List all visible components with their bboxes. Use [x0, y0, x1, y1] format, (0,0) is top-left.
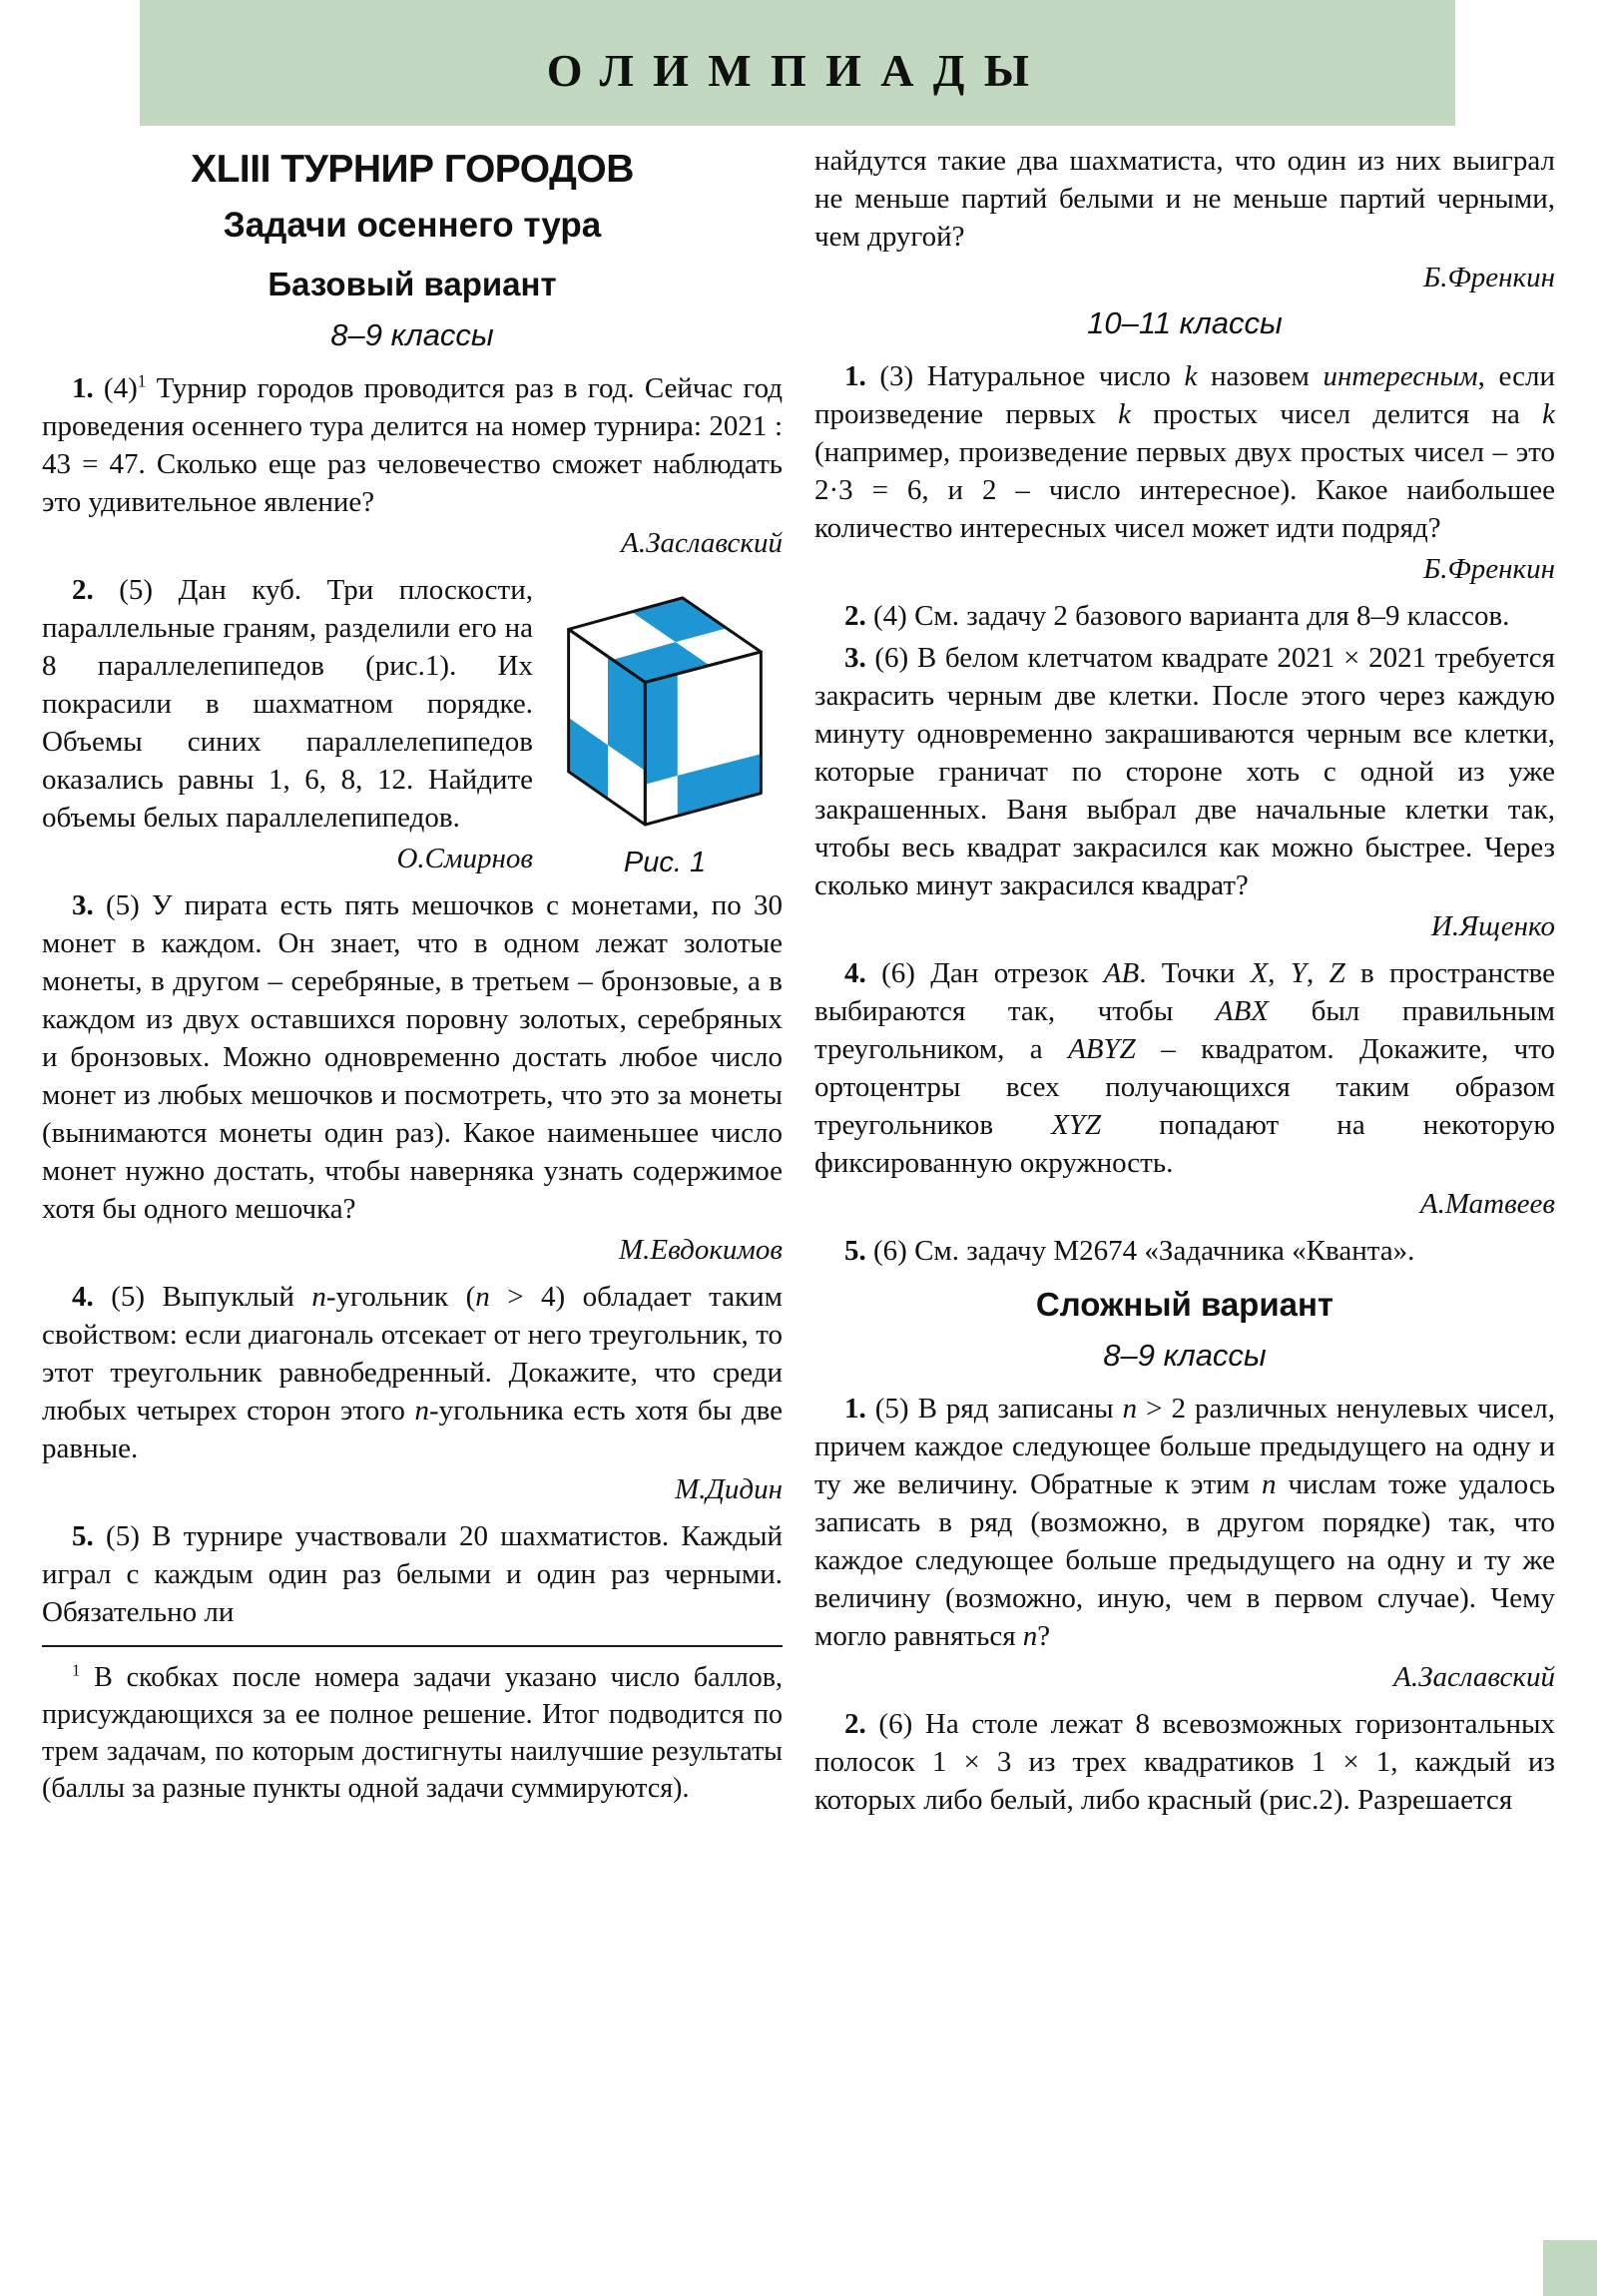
right-column	[814, 142, 1555, 1823]
grade-heading-10-11: 10–11 классы	[1087, 305, 1283, 340]
problem-basic-4: 4. (5) Выпуклый n-угольник (n > 4) обладает таким свойством: если диагональ отсекает от него треугольник, то этот треугольник равнобедренный. Докажите, что среди любых четырех сторон этого n-угольника есть хотя бы две равные.	[42, 1281, 783, 1464]
section-basic-variant: Базовый вариант	[267, 266, 557, 302]
problem-advanced-1: 1. (5) В ряд записаны n > 2 различных ненулевых чисел, причем каждое следующее больше предыдущего на одну и ту же величину. Обратные к этим n числам тоже удалось записать в ряд (возможно, в другом порядке) так, что каждое следующее больше предыдущего на одну и ту же величину (возможно, иную, чем в первом случае). Чему могло равняться n?	[814, 1393, 1555, 1652]
problem-basic-10-11-1-author: Б.Френкин	[1423, 553, 1555, 585]
page-header-banner	[140, 0, 1455, 126]
section-advanced-variant: Сложный вариант	[1035, 1286, 1334, 1323]
rubric-title: ОЛИМПИАДЫ	[546, 44, 1049, 96]
problem-basic-3: 3. (5) У пирата есть пять мешочков с монетами, по 30 монет в каждом. Он знает, что в одном лежат золотые монеты, в другом – серебряные, в третьем – бронзовые, а в каждом из двух оставшихся поровну золотых, серебряных и бронзовых. Можно одновременно достать любое число монет из любых мешочков и посмотреть, что это за монеты (вынимаются монеты один раз). Какое наименьшее число монет нужно достать, чтобы наверняка узнать содержимое хотя бы одного мешочка?	[42, 889, 783, 1225]
problem-basic-10-11-4: 4. (6) Дан отрезок AB. Точки X, Y, Z в пространстве выбираются так, чтобы ABX был правильным треугольником, а ABYZ – квадратом. Докажите, что ортоцентры всех получающихся таким образом треугольников XYZ попадают на некоторую фиксированную окружность.	[814, 957, 1556, 1179]
footnote	[42, 1645, 783, 1807]
article-subtitle: Задачи осеннего тура	[223, 206, 602, 245]
problem-basic-1: 1. $(4)^1$ Турнир городов проводится раз в год. Сейчас год проведения осеннего тура делится на номер турнира: 2021 : 43 = 47. Сколько еще раз человечество сможет наблюдать это удивительное явление?	[42, 370, 783, 518]
figure-1-caption: Рис. 1	[623, 847, 707, 878]
page-corner-marker	[1543, 2240, 1597, 2296]
grade-heading-8-9: 8–9 классы	[330, 317, 494, 352]
problem-advanced-1-author: А.Заславский	[1393, 1661, 1555, 1693]
problem-basic-10-11-3: 3. (6) В белом клетчатом квадрате 2021 × 2021 требуется закрасить черным две клетки. После этого через каждую минуту одновременно закрашиваются черным все клетки, которые граничат по стороне хоть с одной из уже закрашенных. Ваня выбрал две начальные клетки так, чтобы весь квадрат закрасился как можно быстрее. Через сколько минут закрасился квадрат?	[814, 642, 1555, 901]
problem-basic-4-author: М.Дидин	[675, 1473, 783, 1505]
problem-advanced-2: 2. (6) На столе лежат 8 всевозможных горизонтальных полосок 1 × 3 из трех квадратиков 1 × 1, каждый из которых либо белый, либо красный (рис.2). Разрешается	[814, 1708, 1555, 1816]
footnote-text: $^1$ В скобках после номера задачи указано число баллов, присуждающихся за ее полное решение. Итог подводится по трем задачам, по которым достигнуты наилучшие результаты (баллы за разные пункты одной задачи суммируются).	[42, 1660, 783, 1804]
cube-figure-illustration	[547, 577, 783, 843]
problem-basic-5: 5. (5) В турнире участвовали 20 шахматистов. Каждый играл с каждым один раз белыми и один раз черными. Обязательно ли	[42, 1520, 783, 1628]
problem-basic-1-author: А.Заславский	[621, 527, 783, 559]
cube-front-blue-top	[645, 674, 677, 785]
problem-basic-5-author: Б.Френкин	[1423, 262, 1555, 293]
problem-basic-10-11-3-author: И.Ященко	[1430, 910, 1555, 942]
figure-1	[547, 577, 783, 879]
problem-basic-10-11-4-author: А.Матвеев	[1419, 1188, 1555, 1220]
problem-basic-10-11-1: 1. (3) Натуральное число k назовем интересным, если произведение первых k простых чисел делится на k (например, произведение первых двух простых чисел – это 2·3 = 6, и 2 – число интересное). Какое наибольшее количество интересных чисел может идти подряд?	[814, 360, 1555, 544]
problem-basic-10-11-5: 5. (6) См. задачу М2674 «Задачника «Кванта».	[844, 1235, 1415, 1267]
problem-basic-2: 2. (5) Дан куб. Три плоскости, параллельные граням, разделили его на 8 параллелепипедов (рис.1). Их покрасили в шахматном порядке. Объемы синих параллелепипедов оказались равны 1, 6, 8, 12. Найдите объемы белых параллелепипедов.	[42, 574, 533, 834]
problem-basic-5-continuation: найдутся такие два шахматиста, что один из них выиграл не меньше партий белыми и не меньше партий черными, чем другой?	[814, 145, 1555, 253]
grade-heading-advanced-8-9: 8–9 классы	[1103, 1338, 1267, 1373]
left-column	[42, 142, 783, 1807]
problem-basic-3-author: М.Евдокимов	[619, 1234, 783, 1266]
article-title: XLIII ТУРНИР ГОРОДОВ	[191, 148, 634, 191]
problem-basic-10-11-2: 2. (4) См. задачу 2 базового варианта для 8–9 классов.	[844, 600, 1510, 632]
problem-basic-2-author: О.Смирнов	[396, 843, 533, 874]
